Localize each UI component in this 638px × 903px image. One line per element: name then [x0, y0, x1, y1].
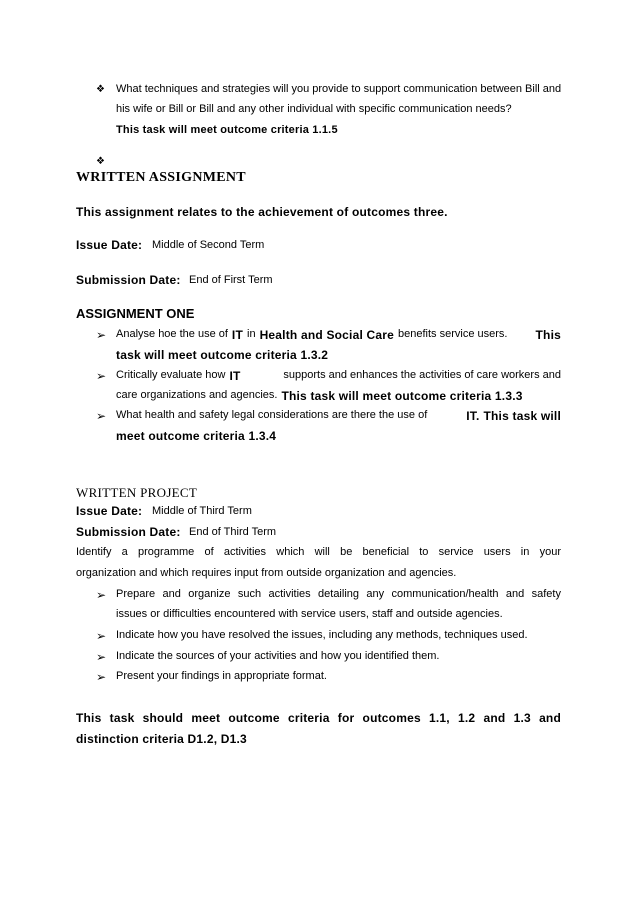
project-issue-date-label: Issue Date:: [76, 504, 143, 518]
assignment-item-1-line-1: [116, 328, 561, 342]
assignment-item-3-line-1: [116, 409, 561, 423]
assignment-item-2-line-1: [116, 369, 561, 383]
issue-date-label: Issue Date:: [76, 238, 143, 252]
assignment-item-2-line-2: [116, 389, 523, 403]
submission-date-value: End of First Term: [189, 274, 273, 286]
item-emphasis: IT: [231, 328, 243, 342]
project-issue-date-value: Middle of Third Term: [152, 505, 252, 517]
arrow-bullet-icon: ➢: [96, 369, 107, 383]
item-text: What health and safety legal considerations are there the use of: [116, 409, 428, 421]
arrow-bullet-icon: ➢: [96, 588, 107, 602]
item-criteria: This task will: [483, 409, 561, 423]
written-project-heading: WRITTEN PROJECT: [76, 485, 198, 500]
diamond-bullet-icon: ❖: [96, 156, 105, 167]
item-text: care organizations and agencies.: [116, 389, 278, 401]
issue-date-value: Middle of Second Term: [152, 239, 265, 251]
project-item-4: Present your findings in appropriate format.: [116, 670, 327, 682]
item-text: in: [247, 328, 256, 340]
assignment-intro: This assignment relates to the achievement of outcomes three.: [76, 205, 448, 219]
item-criteria: This task will meet outcome criteria 1.3.3: [281, 389, 523, 403]
project-submission-date-label: Submission Date:: [76, 525, 181, 539]
item-criteria: This: [535, 328, 561, 342]
arrow-bullet-icon: ➢: [96, 670, 107, 684]
item-emphasis: Health and Social Care: [259, 328, 395, 342]
project-paragraph-line-1: Identify a programme of activities which will be beneficial to service users in your: [76, 546, 561, 558]
project-item-1-line-2: issues or difficulties encountered with service users, staff and outside agencies.: [116, 608, 503, 620]
item-emphasis: IT: [229, 369, 241, 383]
project-paragraph-line-2: organization and which requires input from outside organization and agencies.: [76, 567, 457, 579]
assignment-item-3-criteria: meet outcome criteria 1.3.4: [116, 429, 277, 443]
diamond-bullet-icon: ❖: [96, 84, 105, 95]
project-final-line-1: This task should meet outcome criteria for outcomes 1.1, 1.2 and 1.3 and: [76, 711, 561, 725]
item-text: benefits service users.: [398, 328, 508, 340]
arrow-bullet-icon: ➢: [96, 409, 107, 423]
item-text: Critically evaluate how: [116, 369, 226, 381]
project-final-line-2: distinction criteria D1.2, D1.3: [76, 732, 247, 746]
question-line-1: What techniques and strategies will you provide to support communication between Bill and: [116, 83, 562, 95]
item-emphasis: IT.: [466, 409, 480, 423]
project-item-2: Indicate how you have resolved the issues, including any methods, techniques used.: [116, 629, 528, 641]
assignment-item-1-criteria: task will meet outcome criteria 1.3.2: [116, 348, 329, 362]
arrow-bullet-icon: ➢: [96, 328, 107, 342]
written-assignment-heading: WRITTEN ASSIGNMENT: [76, 170, 246, 185]
project-submission-date-value: End of Third Term: [189, 526, 277, 538]
arrow-bullet-icon: ➢: [96, 650, 107, 664]
project-item-1-line-1: Prepare and organize such activities detailing any communication/health and safety: [116, 588, 561, 600]
question-line-2: his wife or Bill or Bill and any other individual with specific communication needs?: [116, 103, 512, 115]
submission-date-label: Submission Date:: [76, 273, 181, 287]
project-item-3: Indicate the sources of your activities and how you identified them.: [116, 650, 440, 662]
assignment-one-heading: ASSIGNMENT ONE: [76, 306, 195, 321]
arrow-bullet-icon: ➢: [96, 629, 107, 643]
item-text: supports and enhances the activities of care workers and: [283, 369, 561, 381]
question-criteria: This task will meet outcome criteria 1.1.5: [116, 124, 338, 136]
item-text: Analyse hoe the use of: [116, 328, 228, 340]
